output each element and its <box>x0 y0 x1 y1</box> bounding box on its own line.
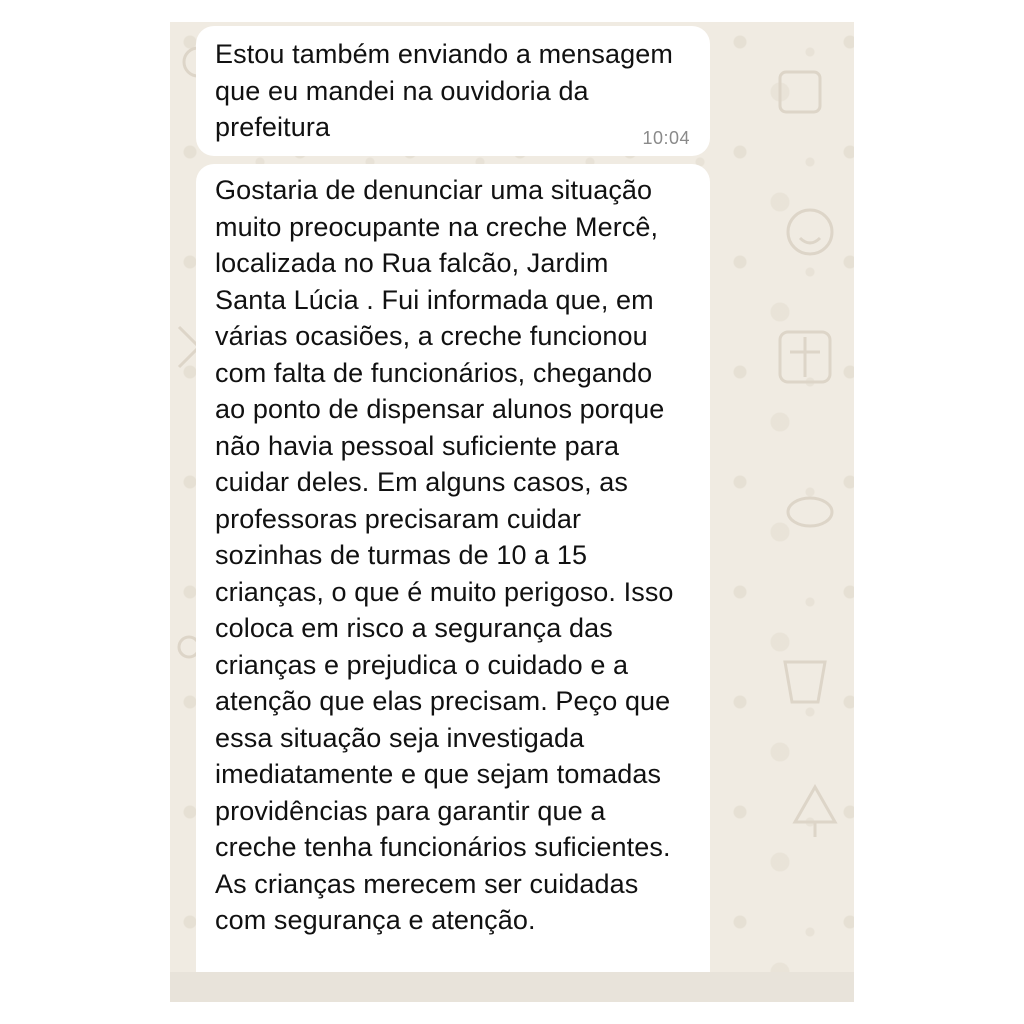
message-bubble[interactable] <box>196 164 710 994</box>
cup-doodle-icon <box>770 642 840 712</box>
tree-doodle-icon <box>790 782 840 842</box>
clipped-text-fragment <box>214 994 694 1000</box>
doodle-icon <box>770 62 830 122</box>
smiley-doodle-icon <box>780 202 840 262</box>
ball-doodle-icon <box>780 482 840 542</box>
message-text: Gostaria de denunciar uma situação muito preocupante na creche Mercê, localizada no Rua falcão, Jardim Santa Lúcia . Fui informada que, em várias ocasiões, a creche funcionou com falta de funcionários, chegando ao ponto de dispensar alunos porque não havia pessoal suficiente para cuidar deles. Em alguns casos, as professoras precisaram cuidar sozinhas de turmas de 10 a 15 crianças, o que é muito perigoso. Isso coloca em risco a segurança das crianças e prejudica o cuidado e a atenção que elas precisam. Peço que essa situação seja investigada imediatamente e que sejam tomadas providências para garantir que a creche tenha funcionários suficientes. As crianças merecem ser cuidadas com segurança e atenção. <box>215 175 674 935</box>
calculator-doodle-icon <box>770 322 840 392</box>
message-text: Estou também enviando a mensagem que eu mandei na ouvidoria da prefeitura <box>215 39 673 142</box>
message-bubble[interactable] <box>196 26 710 156</box>
message-timestamp: 10:04 <box>642 128 690 148</box>
